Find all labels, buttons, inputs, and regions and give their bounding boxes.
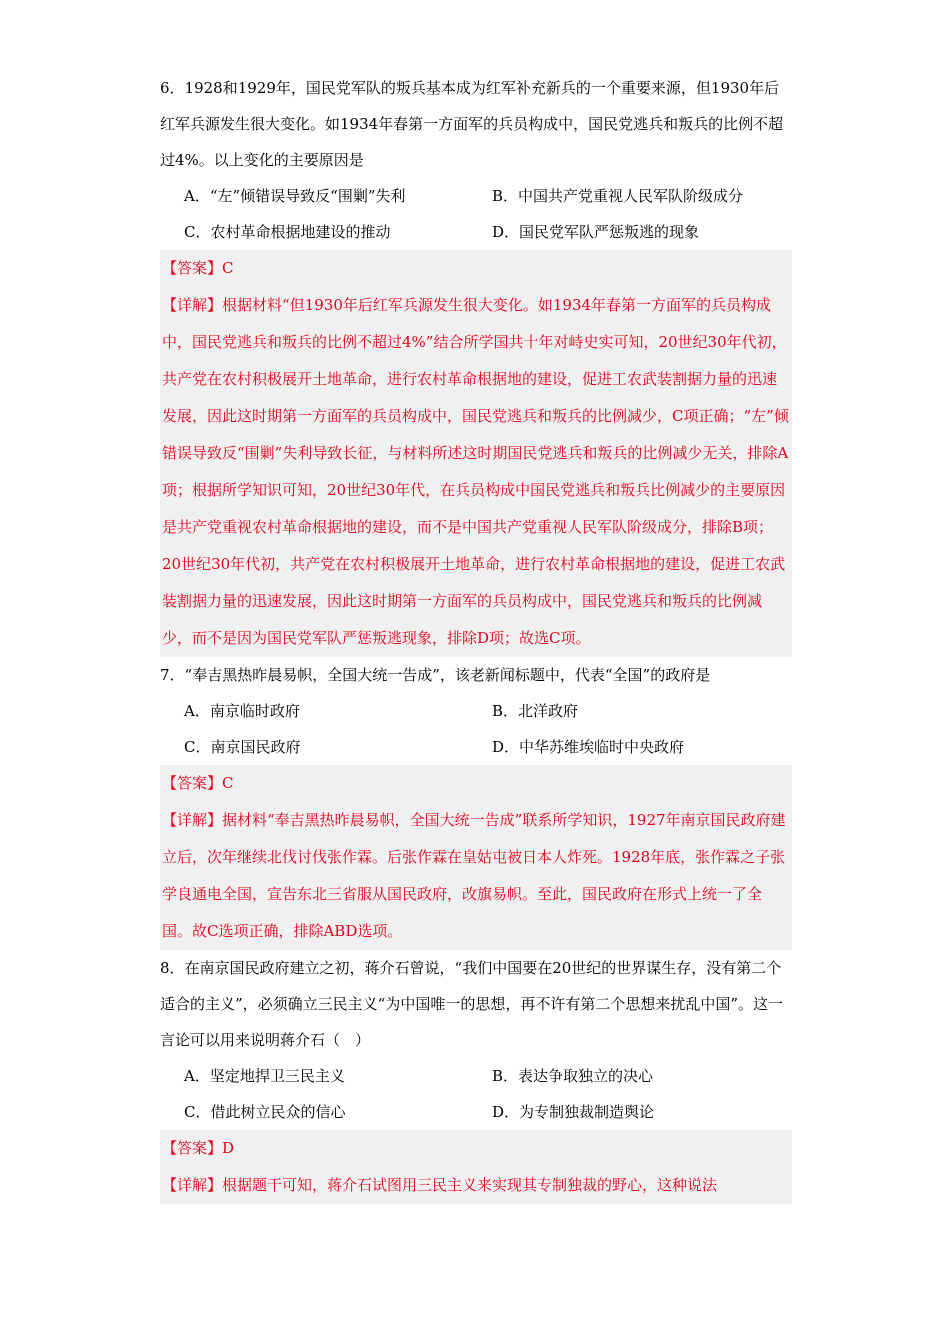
answer-line — [162, 765, 790, 802]
option-b[interactable]: B．北洋政府 — [492, 702, 579, 720]
detail-body: 根据题干可知，蒋介石试图用三民主义来实现其专制独裁的野心，这种说法 — [222, 1176, 718, 1194]
option-d[interactable]: D．为专制独裁制造舆论 — [492, 1103, 655, 1121]
detail-body: 根据材料“但1930年后红军兵源发生很大变化。如1934年春第一方面军的兵员构成中，国民党逃兵和叛兵的比例不超过4%”结合所学国共十年对峙史实可知，20世纪30年代初，共产党在农村积极展开土地革命，进行农村革命根据地的建设，促进工农武装割据力量的迅速发展，因此这时期第一方面军的兵员构成中，国民党逃兵和叛兵的比例减少，C项正确；“左”倾错误导致反“围剿”失利导致长征，与材料所述这时期国民党逃兵和叛兵的比例减少无关，排除A项；根据所学知识可知，20世纪30年代，在兵员构成中国民党逃兵和叛兵比例减少的主要原因是共产党重视农村革命根据地的建设，而不是中国共产党重视人民军队阶级成分，排除B项；20世纪30年代初，共产党在农村积极展开土地革命，进行农村革命根据地的建设，促进工农武装割据力量的迅速发展，因此这时期第一方面军的兵员构成中，国民党逃兵和叛兵的比例减少，而不是因为国民党军队严惩叛逃现象，排除D项；故选C项。 — [162, 296, 789, 647]
answer-label: 【答案】 — [162, 1139, 223, 1157]
answer-label: 【答案】 — [162, 774, 223, 792]
answer-value: C — [222, 259, 234, 277]
document-page — [160, 70, 792, 1204]
option-d[interactable]: D．国民党军队严惩叛逃的现象 — [492, 223, 700, 241]
question-stem: 8．在南京国民政府建立之初，蒋介石曾说，“我们中国要在20世纪的世界谋生存，没有第二个适合的主义”，必须确立三民主义“为中国唯一的思想，再不许有第二个思想来扰乱中国”。这一言论可以用来说明蒋介石（ ） — [160, 959, 784, 1049]
detail-label: 【详解】 — [162, 296, 223, 314]
question-stem: 6．1928和1929年，国民党军队的叛兵基本成为红军补充新兵的一个重要来源，但1930年后红军兵源发生很大变化。如1934年春第一方面军的兵员构成中，国民党逃兵和叛兵的比例不超过4%。以上变化的主要原因是 — [160, 79, 784, 169]
option-grid — [160, 178, 792, 250]
detail-text — [162, 802, 790, 950]
answer-line — [162, 1130, 790, 1167]
answer-label: 【答案】 — [162, 259, 223, 277]
question-7 — [160, 657, 792, 950]
option-d[interactable]: D．中华苏维埃临时中央政府 — [492, 738, 685, 756]
question-8 — [160, 950, 792, 1204]
option-grid — [160, 693, 792, 765]
option-c[interactable]: C．农村革命根据地建设的推动 — [184, 223, 391, 241]
detail-text — [162, 287, 790, 657]
option-a[interactable]: A．坚定地捍卫三民主义 — [184, 1067, 345, 1085]
detail-text — [162, 1167, 790, 1204]
option-grid — [160, 1058, 792, 1130]
option-a[interactable]: A．南京临时政府 — [184, 702, 300, 720]
answer-value: D — [222, 1139, 235, 1157]
detail-body: 据材料“奉吉黑热昨晨易帜，全国大统一告成”联系所学知识，1927年南京国民政府建立后，次年继续北伐讨伐张作霖。后张作霖在皇姑屯被日本人炸死。1928年底，张作霖之子张学良通电全国，宣告东北三省服从国民政府，改旗易帜。至此，国民政府在形式上统一了全国。故C选项正确，排除ABD选项。 — [162, 811, 786, 940]
answer-value: C — [222, 774, 234, 792]
option-c[interactable]: C．借此树立民众的信心 — [184, 1103, 346, 1121]
answer-box — [160, 250, 792, 657]
answer-line — [162, 250, 790, 287]
option-b[interactable]: B．表达争取独立的决心 — [492, 1067, 654, 1085]
question-6 — [160, 70, 792, 657]
option-c[interactable]: C．南京国民政府 — [184, 738, 301, 756]
option-b[interactable]: B．中国共产党重视人民军队阶级成分 — [492, 187, 744, 205]
option-a[interactable]: A．“左”倾错误导致反“围剿”失利 — [184, 187, 406, 205]
detail-label: 【详解】 — [162, 1176, 223, 1194]
detail-label: 【详解】 — [162, 811, 223, 829]
answer-box — [160, 1130, 792, 1204]
question-stem: 7．“奉吉黑热昨晨易帜，全国大统一告成”，该老新闻标题中，代表“全国”的政府是 — [160, 666, 711, 684]
answer-box — [160, 765, 792, 950]
